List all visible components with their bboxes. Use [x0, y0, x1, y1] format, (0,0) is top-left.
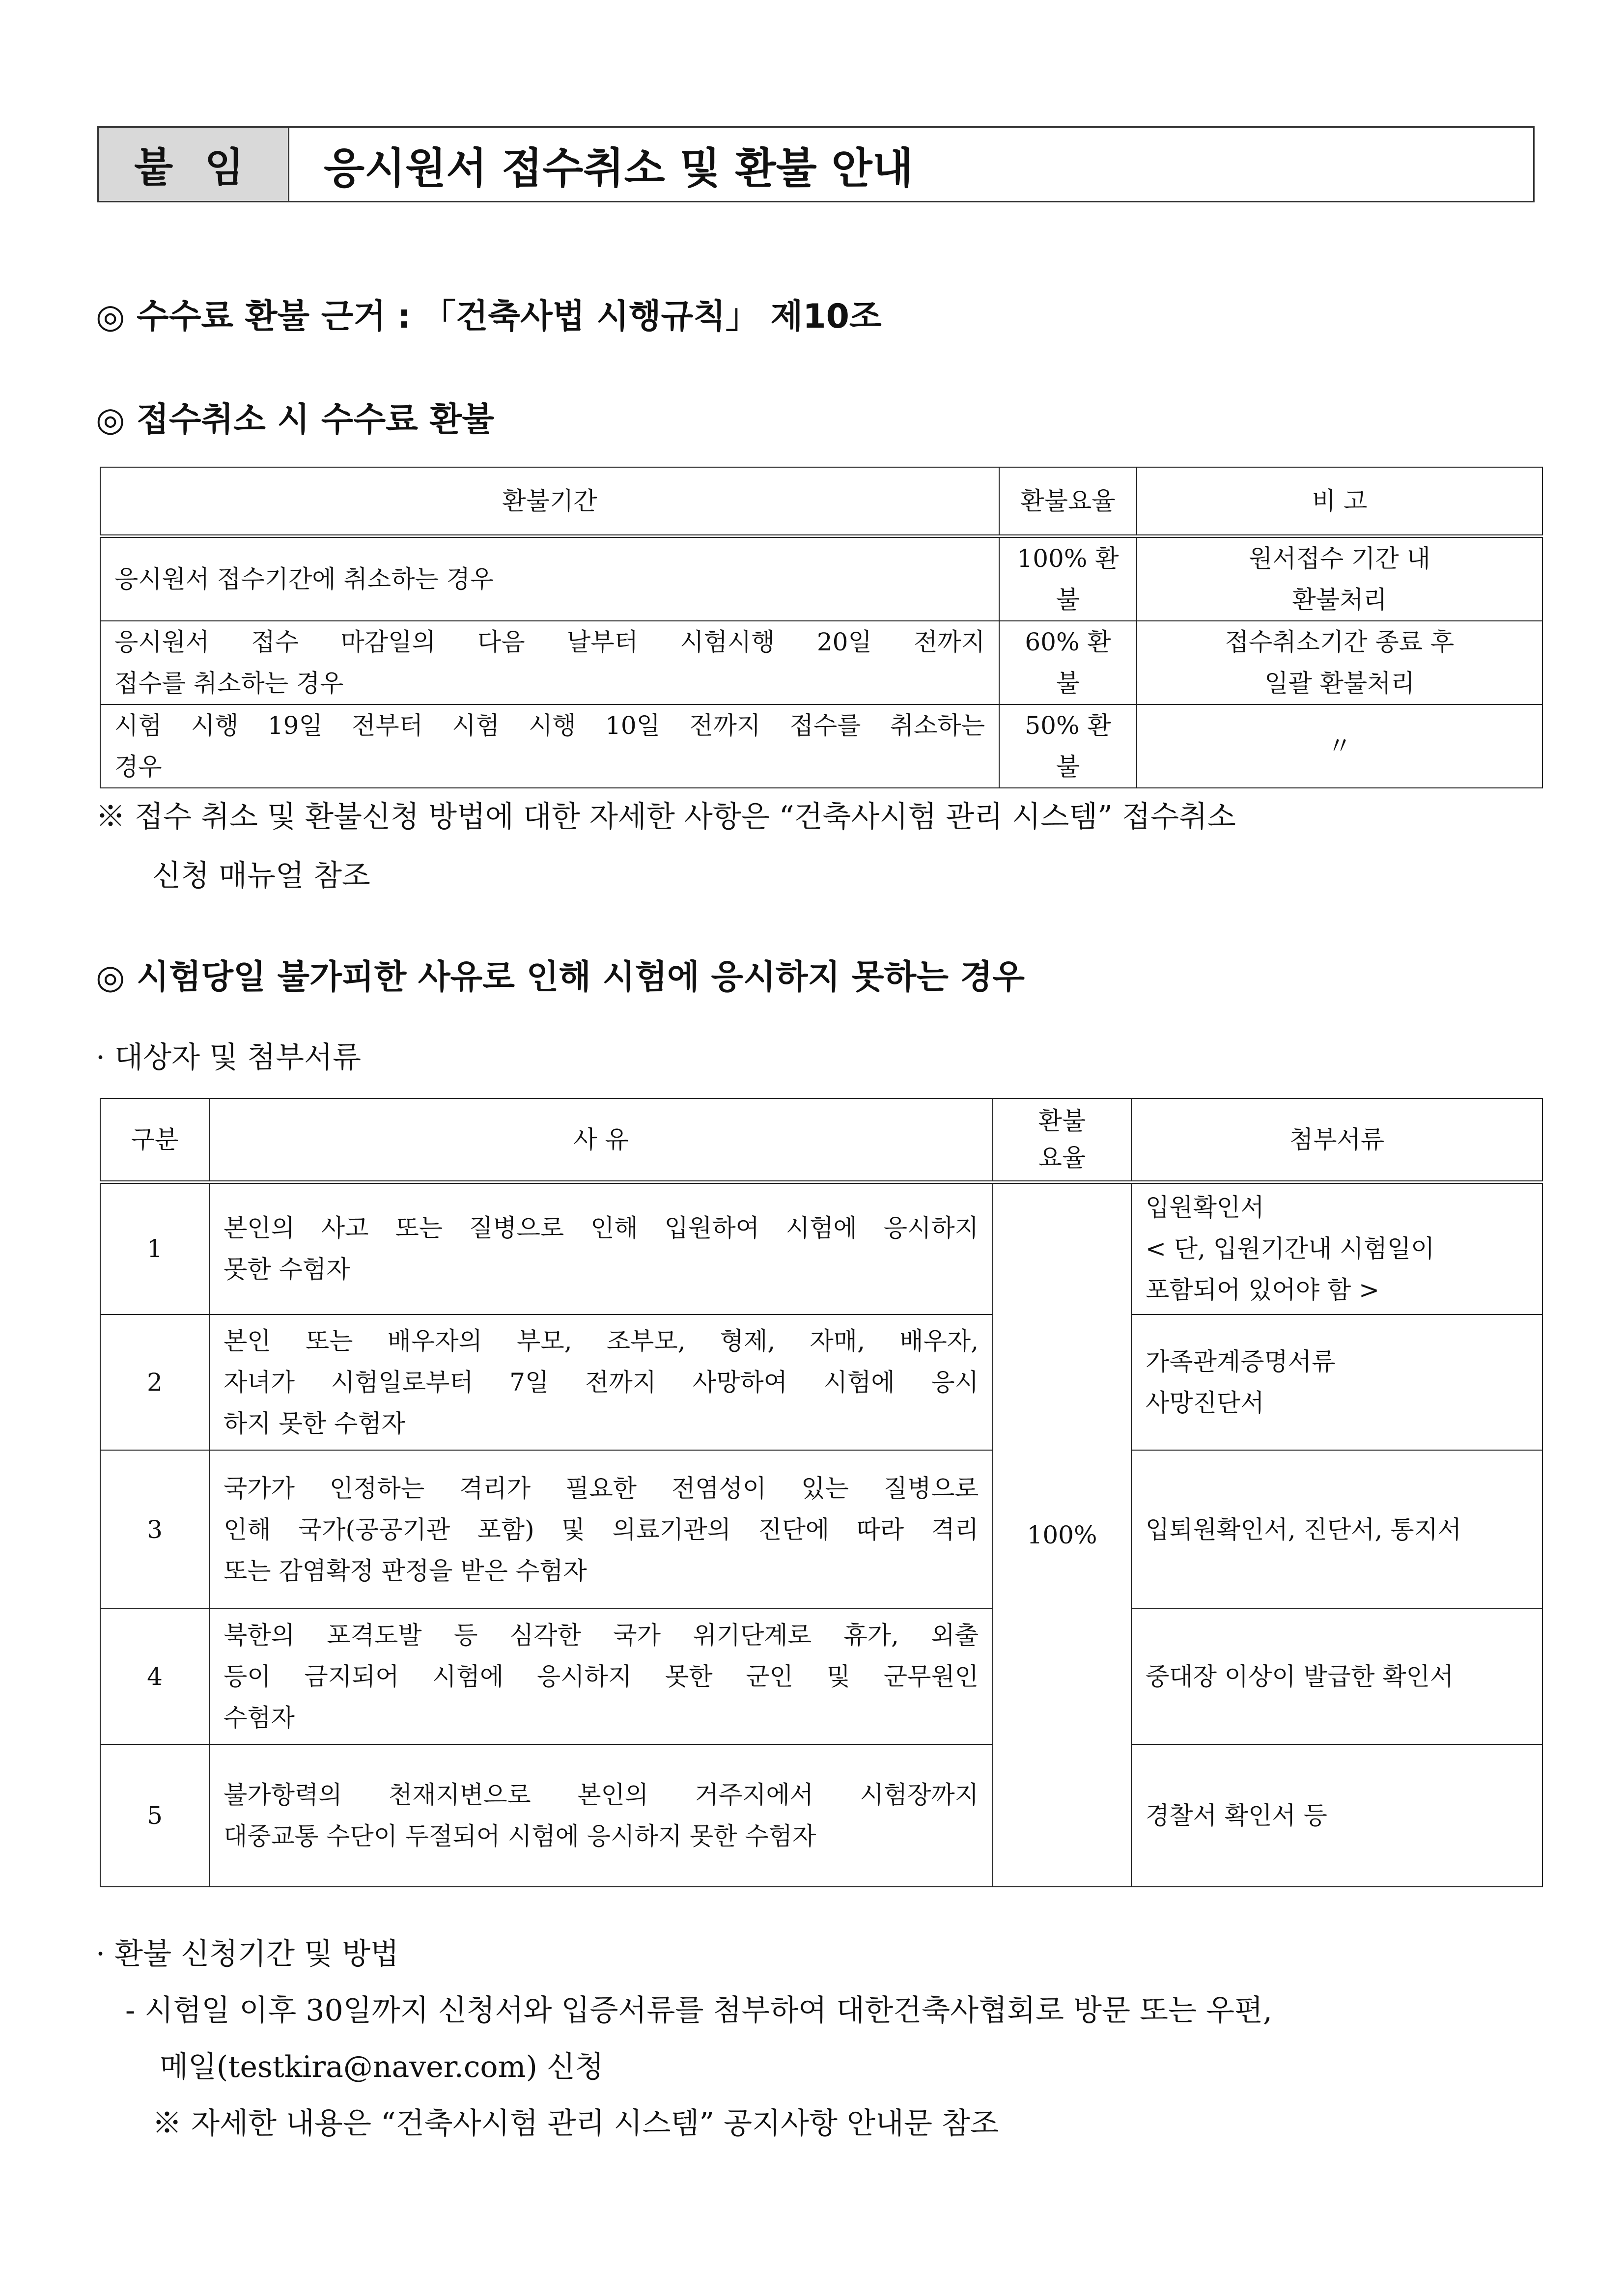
table-header-row	[100, 1098, 1542, 1182]
table-row	[100, 536, 1542, 621]
column-header-note: 비 고	[1137, 467, 1542, 536]
row-number: 5	[100, 1744, 209, 1887]
reason-cell: 불가항력의 천재지변으로 본인의 거주지에서 시험장까지 대중교통 수단이 두절되어 시험에 응시하지 못한 수험자	[209, 1744, 993, 1887]
row-number: 3	[100, 1450, 209, 1609]
reason-cell: 국가가 인정하는 격리가 필요한 전염성이 있는 질병으로 인해 국가(공공기관 포함) 및 의료기관의 진단에 따라 격리 또는 감염확정 판정을 받은 수험자	[209, 1450, 993, 1609]
refund-method-subheading: · 환불 신청기간 및 방법	[96, 1937, 399, 1971]
refund-rate: 50% 환불	[999, 704, 1137, 788]
reason-cell: 본인의 사고 또는 질병으로 인해 입원하여 시험에 응시하지 못한 수험자	[209, 1182, 993, 1315]
documents-cell: 입퇴원확인서, 진단서, 통지서	[1131, 1450, 1542, 1609]
document-title: 응시원서 접수취소 및 환불 안내	[324, 143, 913, 193]
refund-period: 응시원서 접수기간에 취소하는 경우	[100, 536, 999, 621]
refund-period: 응시원서 접수 마감일의 다음 날부터 시험시행 20일 전까지 접수를 취소하는 경우	[100, 621, 999, 704]
row-number: 2	[100, 1315, 209, 1450]
cancellation-notice-line-1: ※ 접수 취소 및 환불신청 방법에 대한 자세한 사항은 “건축사시험 관리 시스템” 접수취소	[96, 800, 1236, 834]
table-row	[100, 1315, 1542, 1450]
documents-cell: 입원확인서 < 단, 입원기간내 시험일이 포함되어 있어야 함 >	[1131, 1182, 1542, 1315]
table-row	[100, 704, 1542, 788]
column-header-reason: 사 유	[209, 1098, 993, 1182]
column-header-period: 환불기간	[100, 467, 999, 536]
refund-rate: 100% 환불	[999, 536, 1137, 621]
table-row	[100, 1182, 1542, 1315]
exam-day-absence-heading: ◎ 시험당일 불가피한 사유로 인해 시험에 응시하지 못하는 경우	[96, 958, 1025, 997]
table-row	[100, 1450, 1542, 1609]
refund-basis-heading: ◎ 수수료 환불 근거 : 「건축사법 시행규칙」 제10조	[96, 297, 882, 336]
documents-cell: 가족관계증명서류 사망진단서	[1131, 1315, 1542, 1450]
reason-cell: 북한의 포격도발 등 심각한 국가 위기단계로 휴가, 외출 등이 금지되어 시험에 응시하지 못한 군인 및 군무원인 수험자	[209, 1609, 993, 1744]
refund-note: 원서접수 기간 내 환불처리	[1137, 536, 1542, 621]
table-row	[100, 621, 1542, 704]
row-number: 1	[100, 1182, 209, 1315]
refund-note: 접수취소기간 종료 후 일괄 환불처리	[1137, 621, 1542, 704]
column-header-rate: 환불 요율	[993, 1098, 1131, 1182]
table-row	[100, 1609, 1542, 1744]
documents-cell: 경찰서 확인서 등	[1131, 1744, 1542, 1887]
reason-cell: 본인 또는 배우자의 부모, 조부모, 형제, 자매, 배우자, 자녀가 시험일로부터 7일 전까지 사망하여 시험에 응시 하지 못한 수험자	[209, 1315, 993, 1450]
exam-absence-table	[100, 1098, 1543, 1887]
column-header-rate: 환불요율	[999, 467, 1137, 536]
refund-method-notice: ※ 자세한 내용은 “건축사시험 관리 시스템” 공지사항 안내문 참조	[152, 2106, 999, 2141]
table-row	[100, 1744, 1542, 1887]
cancellation-refund-heading: ◎ 접수취소 시 수수료 환불	[96, 400, 494, 439]
column-header-documents: 첨부서류	[1131, 1098, 1542, 1182]
refund-period: 시험 시행 19일 전부터 시험 시행 10일 전까지 접수를 취소하는 경우	[100, 704, 999, 788]
refund-rate: 60% 환불	[999, 621, 1137, 704]
refund-method-line-2: 메일(testkira@naver.com) 신청	[160, 2050, 604, 2084]
column-header-no: 구분	[100, 1098, 209, 1182]
targets-documents-subheading: · 대상자 및 첨부서류	[96, 1040, 361, 1075]
cancellation-notice-line-2: 신청 매뉴얼 참조	[152, 859, 370, 893]
documents-cell: 중대장 이상이 발급한 확인서	[1131, 1609, 1542, 1744]
table-header-row	[100, 467, 1542, 536]
refund-method-line-1: - 시험일 이후 30일까지 신청서와 입증서류를 첨부하여 대한건축사협회로 방문 또는 우편,	[125, 1993, 1273, 2028]
cancellation-refund-table	[100, 467, 1543, 788]
refund-note: 〃	[1137, 704, 1542, 788]
refund-rate-merged: 100%	[993, 1182, 1131, 1887]
row-number: 4	[100, 1609, 209, 1744]
attachment-tag: 붙 임	[99, 128, 289, 201]
attachment-header	[97, 126, 1535, 202]
